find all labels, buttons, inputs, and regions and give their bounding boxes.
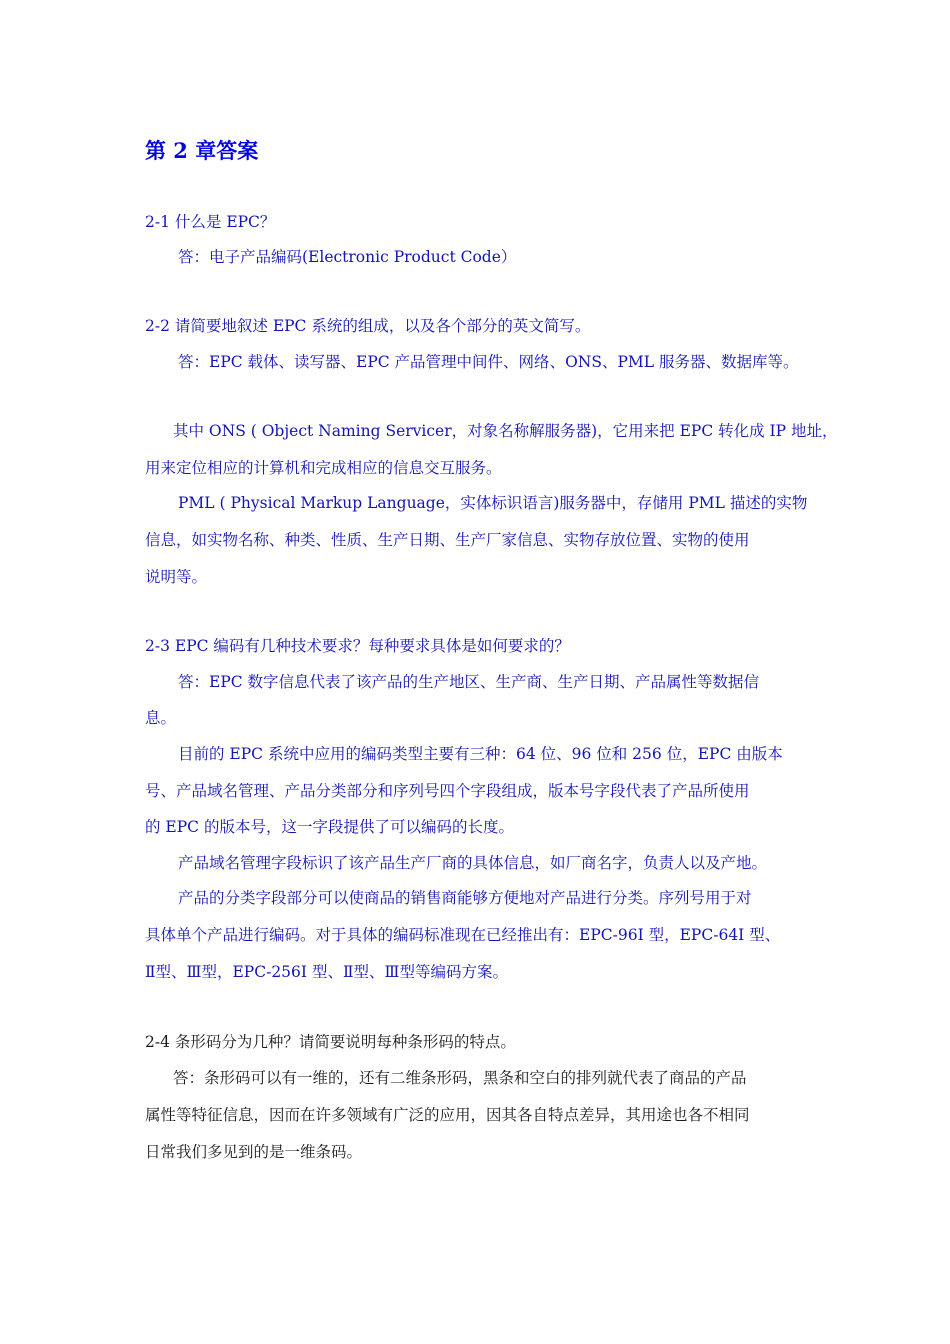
answer-2-2-pml-line-3: 说明等。 [145, 568, 208, 586]
answer-2-2-pml-line-2: 信息，如实物名称、种类、性质、生产日期、生产厂家信息、实物存放位置、实物的使用 [145, 531, 750, 549]
answer-2-2-ons-line-1: 其中 ONS ( Object Naming Servicer，对象名称解服务器)，它用来把 EPC 转化成 IP 地址， [173, 422, 838, 440]
answer-2-3-domain: 产品域名管理字段标识了该产品生产厂商的具体信息，如厂商名字，负责人以及产地。 [178, 854, 768, 872]
answer-2-3-types-line-2: 号、产品域名管理、产品分类部分和序列号四个字段组成，版本号字段代表了产品所使用 [145, 782, 750, 800]
answer-2-1: 答：电子产品编码(Electronic Product Code） [178, 248, 517, 266]
question-2-4: 2-4 条形码分为几种？请简要说明每种条形码的特点。 [145, 1033, 516, 1051]
answer-2-4-line-3: 日常我们多见到的是一维条码。 [145, 1143, 363, 1161]
answer-2-3-line-1: 答：EPC 数字信息代表了该产品的生产地区、生产商、生产日期、产品属性等数据信 [178, 673, 760, 691]
answer-2-3-line-2: 息。 [145, 709, 177, 727]
question-2-1: 2-1 什么是 EPC？ [145, 213, 276, 231]
answer-2-2-pml-line-1: PML ( Physical Markup Language，实体标识语言)服务器中，存储用 PML 描述的实物 [178, 494, 808, 512]
answer-2-3-class-line-1: 产品的分类字段部分可以使商品的销售商能够方便地对产品进行分类。序列号用于对 [178, 889, 752, 907]
answer-2-3-class-line-2: 具体单个产品进行编码。对于具体的编码标准现在已经推出有：EPC-96I 型，EPC-64I 型、 [145, 926, 781, 944]
answer-2-2-ons-line-2: 用来定位相应的计算机和完成相应的信息交互服务。 [145, 459, 502, 477]
question-2-2: 2-2 请简要地叙述 EPC 系统的组成，以及各个部分的英文简写。 [145, 317, 591, 335]
answer-2-4-line-2: 属性等特征信息，因而在许多领域有广泛的应用，因其各自特点差异，其用途也各不相同 [145, 1106, 750, 1124]
answer-2-3-class-line-3: Ⅱ型、Ⅲ型，EPC-256I 型、Ⅱ型、Ⅲ型等编码方案。 [145, 963, 508, 981]
question-2-3: 2-3 EPC 编码有几种技术要求？每种要求具体是如何要求的？ [145, 637, 570, 655]
answer-2-3-types-line-3: 的 EPC 的版本号，这一字段提供了可以编码的长度。 [145, 818, 514, 836]
answer-2-4-line-1: 答：条形码可以有一维的，还有二维条形码，黑条和空白的排列就代表了商品的产品 [173, 1069, 747, 1087]
answer-2-2: 答：EPC 载体、读写器、EPC 产品管理中间件、网络、ONS、PML 服务器、数据库等。 [178, 353, 799, 371]
answer-2-3-types-line-1: 目前的 EPC 系统中应用的编码类型主要有三种：64 位、96 位和 256 位，EPC 由版本 [178, 745, 783, 763]
page-title: 第 2 章答案 [145, 138, 259, 163]
